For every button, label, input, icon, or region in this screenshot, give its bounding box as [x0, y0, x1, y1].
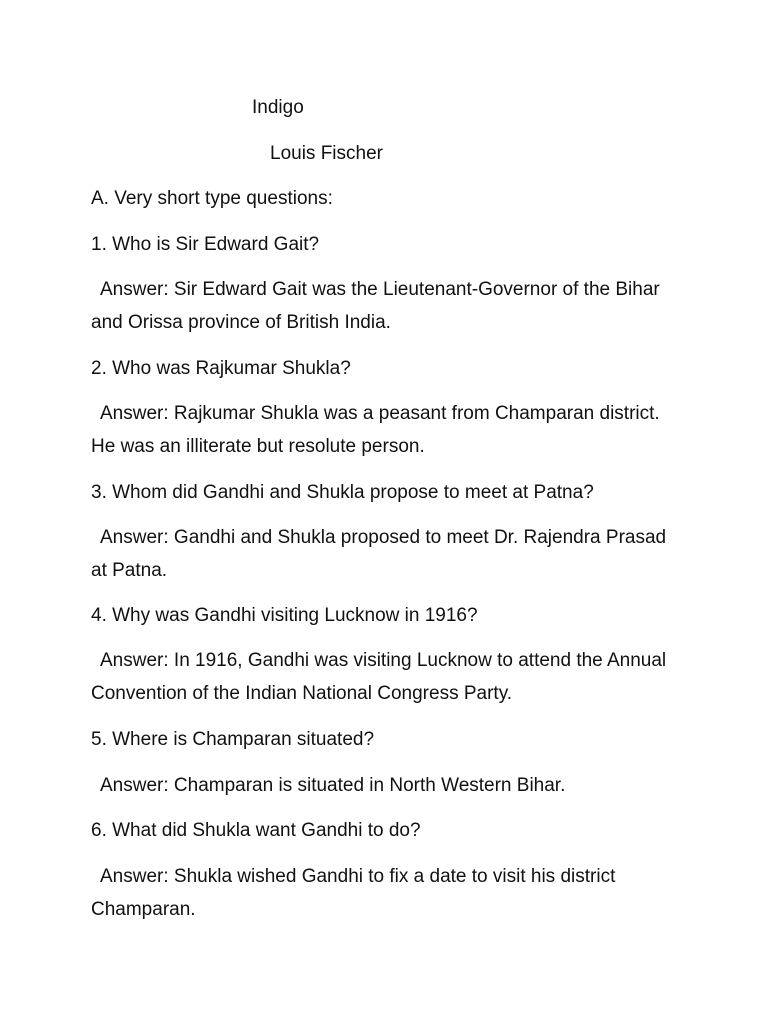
question-4: 4. Why was Gandhi visiting Lucknow in 1916? — [91, 605, 478, 626]
question-6: 6. What did Shukla want Gandhi to do? — [91, 820, 421, 841]
question-3: 3. Whom did Gandhi and Shukla propose to meet at Patna? — [91, 482, 594, 503]
question-2: 2. Who was Rajkumar Shukla? — [91, 358, 351, 379]
answer-3: Answer: Gandhi and Shukla proposed to meet Dr. Rajendra Prasad at Patna. — [91, 527, 667, 581]
section-heading: A. Very short type questions: — [91, 188, 333, 209]
answer-6: Answer: Shukla wished Gandhi to fix a date to visit his district Champaran. — [91, 866, 616, 920]
document-author: Louis Fischer — [270, 143, 383, 164]
answer-5: Answer: Champaran is situated in North Western Bihar. — [100, 775, 566, 796]
answer-4: Answer: In 1916, Gandhi was visiting Lucknow to attend the Annual Convention of the Indian National Congress Party. — [91, 650, 667, 704]
question-1: 1. Who is Sir Edward Gait? — [91, 234, 320, 255]
document-title: Indigo — [252, 97, 304, 118]
answer-2: Answer: Rajkumar Shukla was a peasant from Champaran district. He was an illiterate but resolute person. — [91, 403, 660, 457]
question-5: 5. Where is Champaran situated? — [91, 729, 375, 750]
answer-1: Answer: Sir Edward Gait was the Lieutenant-Governor of the Bihar and Orissa province of British India. — [91, 279, 660, 333]
